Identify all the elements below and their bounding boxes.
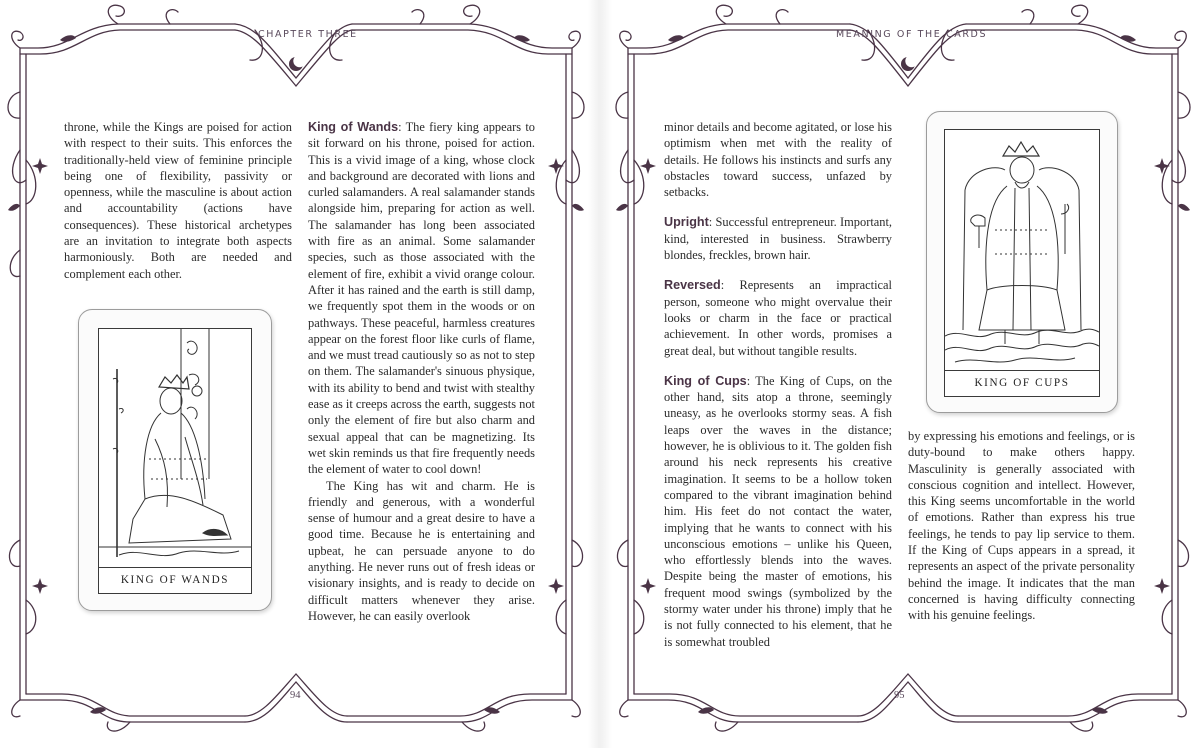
upright-paragraph xyxy=(664,214,892,263)
paragraph-text: : Successful entrepreneur. Important, kind, interested in business. Strawberry blondes, freckles, brown hair. xyxy=(664,215,892,263)
left-column-1 xyxy=(64,119,292,282)
left-column-2 xyxy=(308,119,535,624)
paragraph: The King has wit and charm. He is friendly and generous, with a wonderful sense of humour and a great desire to have a good time. Because he is entertaining and upbeat, he can persuade anyone to do anything. He never runs out of fresh ideas or visionary insights, and is ready to decide on difficult matters whenever they arise. However, he can easily overlook xyxy=(308,478,535,623)
tarot-card-king-of-cups xyxy=(926,111,1118,413)
card-frame xyxy=(98,328,252,594)
paragraph-text: : Represents an impractical person, someone who might overvalue their looks or charm in the face or practical achievement. In other words, promises a great deal, but without tangible results. xyxy=(664,278,892,358)
paragraph: throne, while the Kings are poised for action with respect to their suits. This enforces the traditionally-held view of feminine principle being one of flexibility, passivity or openness, while the masculine is about action and accountability (actions have consequences). These historical archetypes are an invitation to integrate both aspects harmoniously. Both are needed and complement each other. xyxy=(64,120,292,281)
paragraph-text: : The fiery king appears to sit forward on his throne, poised for action. This is a vivid image of a king, whose clock and background are decorated with lions and curled salamanders. A real salamander stands alongside him, preparing for action as well. The salamander has long been associated with fire as an animal. Some salamander species, such as those associated with the element of fire, exhibit a vivid orange colour. After it has rained and the earth is still damp, we frequently spot them in the woods or on pathways. These peaceful, harmless creatures appear on the forest floor like curls of flame, and we must tread cautiously so as not to step on them. The salamander's sinuous physique, with its ability to bend and twist with stealthy ease as it creeps across the earth, suggests not only the element of fire but also charm and sexual appeal that can be magnetizing. Its wet skin reminds us that fire frequently needs the element of water to cool down! xyxy=(308,120,535,477)
paragraph-text: : The King of Cups, on the other hand, sits atop a throne, seemingly uneasy, as he overlooks stormy seas. A fish leaps over the waves in the distance; however, he is oblivious to it. The golden fish around his neck represents his creative imagination. It seems to be a hollow token compared to the vibrant imagination behind him. His feet do not contact the water, implying that he wants to connect with his unconscious emotions – unlike his Queen, who effortlessly blends into the waves. Despite being the master of emotions, his frequent mood swings (symbolized by the stormy water under his throne) imply that he is not fully connected to his element, that he is somewhat troubled xyxy=(664,373,892,649)
page-number: 94 xyxy=(290,690,301,701)
caption-divider xyxy=(945,370,1099,371)
king-of-wands-illustration xyxy=(99,329,251,567)
paragraph: by expressing his emotions and feelings, or is duty-bound to make others happy. Masculinity is generally associated with conscious cognition and intellect. However, this King seems uncomfortable in the world of emotions. Rather than express his true feelings, he tends to pay lip service to them. If the King of Cups appears in a spread, it represents an aspect of the private personality behind the image. It indicates that the man concerned is having difficulty connecting with his genuine feelings. xyxy=(908,429,1135,623)
term-king-of-wands: King of Wands xyxy=(308,120,399,134)
card-caption: KING OF WANDS xyxy=(120,574,230,586)
paragraph xyxy=(308,119,535,478)
right-page xyxy=(600,0,1200,748)
paragraph: minor details and become agitated, or lose his optimism when met with the reality of details. He follows his instincts and surfs any obstacles toward success, unfazed by setbacks. xyxy=(664,120,892,200)
king-of-cups-illustration xyxy=(945,130,1099,370)
right-column-1 xyxy=(664,119,892,650)
reversed-paragraph xyxy=(664,277,892,358)
term-reversed: Reversed xyxy=(664,278,721,293)
card-caption: KING OF CUPS xyxy=(974,377,1070,389)
card-frame xyxy=(944,129,1100,397)
page-number: 95 xyxy=(894,690,905,701)
term-upright: Upright xyxy=(664,215,709,230)
running-header: CHAPTER THREE xyxy=(258,29,358,40)
caption-divider xyxy=(99,567,251,568)
term-king-of-cups: King of Cups xyxy=(664,373,747,388)
king-of-cups-paragraph xyxy=(664,373,892,650)
tarot-card-king-of-wands xyxy=(78,309,272,611)
right-column-2 xyxy=(908,428,1135,624)
running-header: MEANING OF THE CARDS xyxy=(836,29,988,40)
